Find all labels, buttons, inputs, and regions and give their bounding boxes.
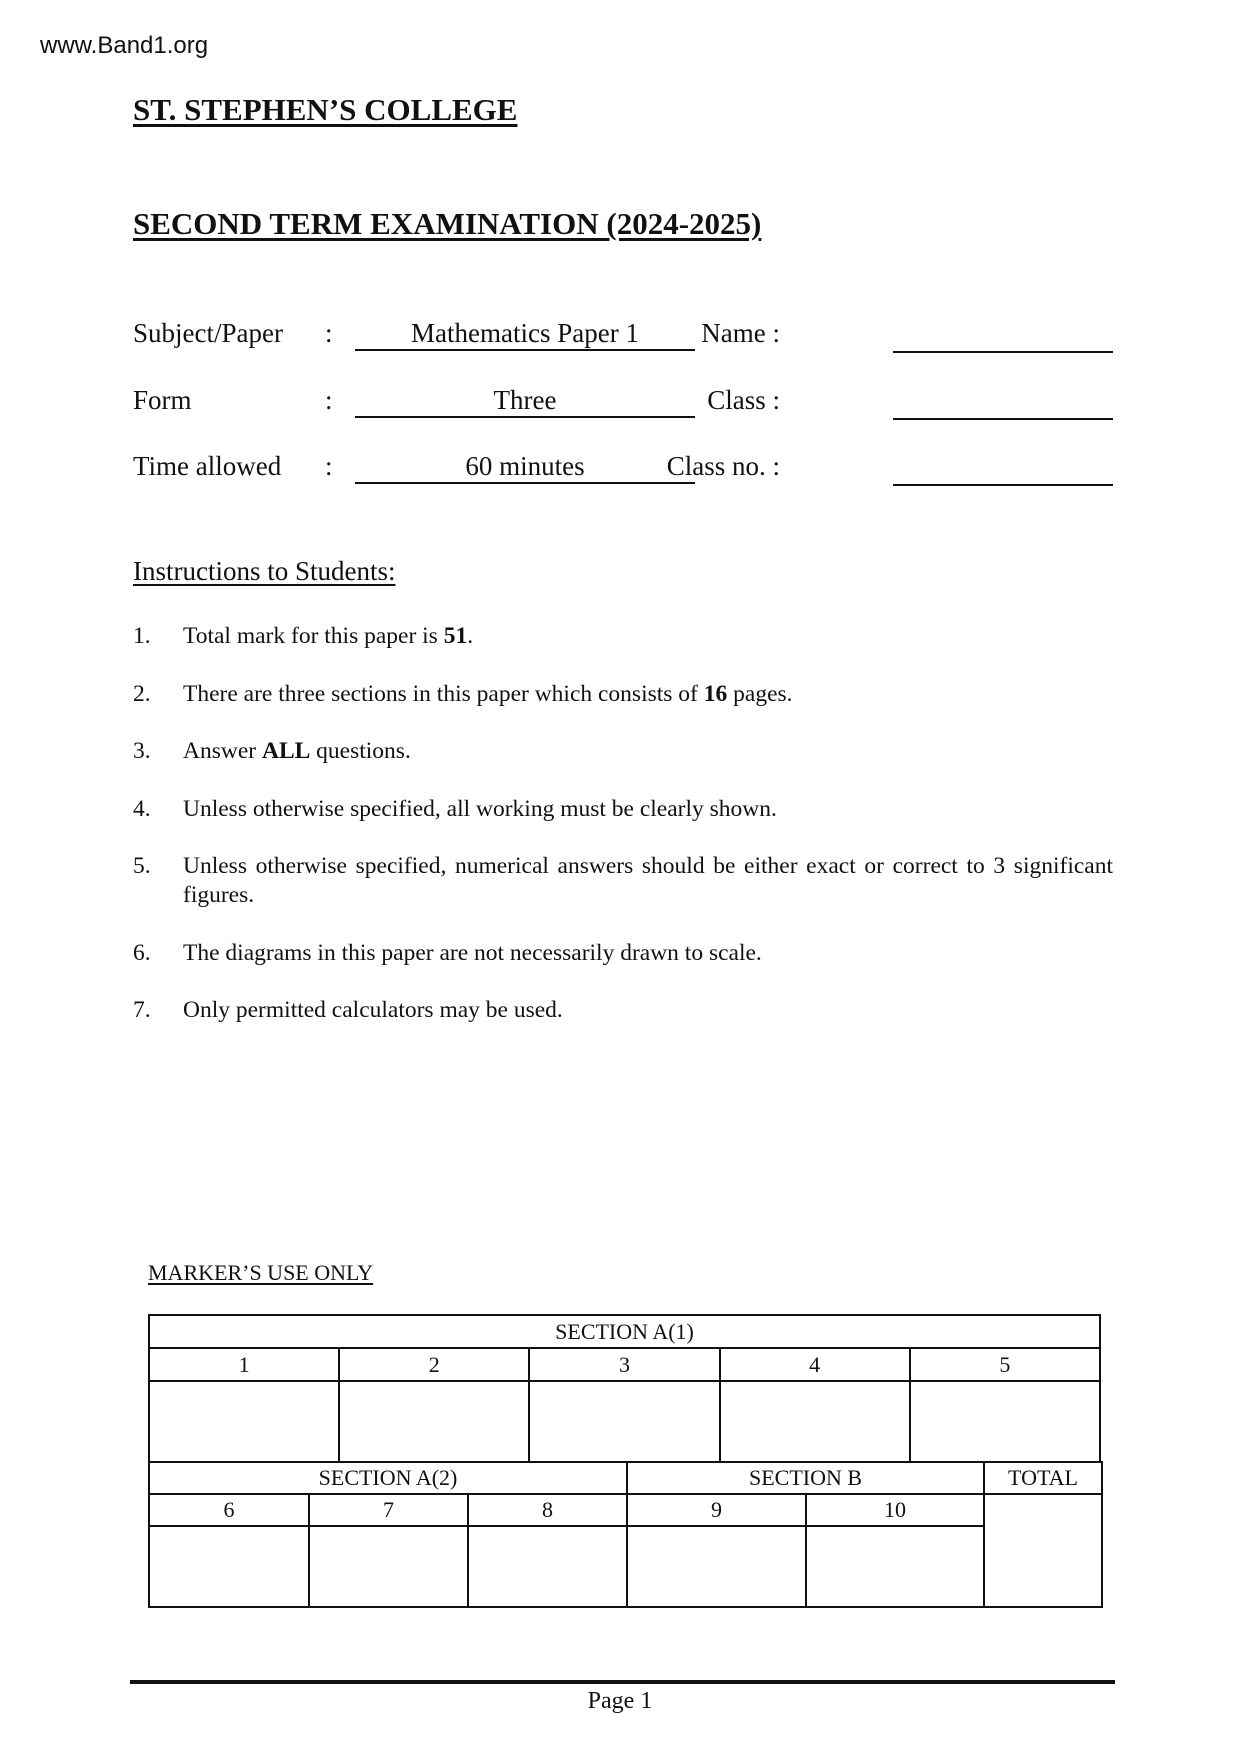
question-number: 5 xyxy=(910,1348,1100,1381)
class-no-field[interactable] xyxy=(893,453,1113,486)
mark-cell[interactable] xyxy=(339,1381,529,1462)
instruction-text: Answer ALL questions. xyxy=(183,738,411,764)
marker-table-a1 xyxy=(148,1314,1101,1463)
instruction-item xyxy=(133,852,1113,910)
school-name: ST. STEPHEN’S COLLEGE xyxy=(133,92,518,127)
page-number: Page 1 xyxy=(587,1688,653,1714)
question-number: 6 xyxy=(149,1494,309,1526)
instruction-number: 3. xyxy=(133,738,151,764)
mark-cell[interactable] xyxy=(910,1381,1100,1462)
question-number: 9 xyxy=(627,1494,806,1526)
colon: : xyxy=(325,451,333,481)
name-label: Name : xyxy=(701,318,780,348)
marker-use-title: MARKER’S USE ONLY xyxy=(148,1260,374,1285)
class-field[interactable] xyxy=(893,387,1113,420)
instruction-number: 4. xyxy=(133,796,151,822)
instruction-number: 2. xyxy=(133,681,151,707)
total-cell[interactable] xyxy=(984,1494,1102,1607)
mark-cell[interactable] xyxy=(720,1381,910,1462)
instructions-heading: Instructions to Students: xyxy=(133,556,396,586)
instruction-text: Total mark for this paper is 51. xyxy=(183,623,474,649)
watermark: www.Band1.org xyxy=(40,32,209,59)
question-number: 2 xyxy=(339,1348,529,1381)
instruction-number: 6. xyxy=(133,940,151,966)
mark-cell[interactable] xyxy=(468,1526,627,1607)
form-label: Form xyxy=(133,385,192,415)
instruction-item xyxy=(133,622,1113,651)
section-a1-header: SECTION A(1) xyxy=(149,1315,1100,1348)
colon: : xyxy=(325,385,333,415)
mark-cell[interactable] xyxy=(806,1526,984,1607)
name-field[interactable] xyxy=(893,320,1113,353)
subject-label: Subject/Paper xyxy=(133,318,283,348)
question-number: 7 xyxy=(309,1494,468,1526)
instruction-text: Unless otherwise specified, all working must be clearly shown. xyxy=(183,796,777,822)
mark-cell[interactable] xyxy=(309,1526,468,1607)
exam-title: SECOND TERM EXAMINATION (2024-2025) xyxy=(133,206,762,241)
instruction-number: 7. xyxy=(133,997,151,1023)
question-number: 8 xyxy=(468,1494,627,1526)
form-value: Three xyxy=(355,385,695,418)
mark-cell[interactable] xyxy=(627,1526,806,1607)
instruction-number: 1. xyxy=(133,623,151,649)
instruction-item xyxy=(133,939,1113,968)
instruction-text: The diagrams in this paper are not necessarily drawn to scale. xyxy=(183,940,762,966)
instruction-item xyxy=(133,680,1113,709)
total-header: TOTAL xyxy=(984,1462,1102,1494)
mark-cell[interactable] xyxy=(149,1526,309,1607)
section-b-header: SECTION B xyxy=(627,1462,984,1494)
class-label: Class : xyxy=(707,385,780,415)
instruction-number: 5. xyxy=(133,853,151,879)
footer-divider xyxy=(130,1680,1115,1684)
section-a2-header: SECTION A(2) xyxy=(149,1462,627,1494)
marker-table-a2-b xyxy=(148,1461,1103,1608)
time-label: Time allowed xyxy=(133,451,282,481)
mark-cell[interactable] xyxy=(529,1381,719,1462)
time-value: 60 minutes xyxy=(355,451,695,484)
question-number: 1 xyxy=(149,1348,339,1381)
class-no-label: Class no. : xyxy=(666,451,780,481)
instruction-text: Only permitted calculators may be used. xyxy=(183,997,563,1023)
colon: : xyxy=(325,318,333,348)
instruction-text: Unless otherwise specified, numerical answers should be either exact or correct to 3 significant figures. xyxy=(183,853,1113,908)
subject-value: Mathematics Paper 1 xyxy=(355,318,695,351)
mark-cell[interactable] xyxy=(149,1381,339,1462)
question-number: 4 xyxy=(720,1348,910,1381)
question-number: 10 xyxy=(806,1494,984,1526)
question-number: 3 xyxy=(529,1348,719,1381)
instruction-item xyxy=(133,737,1113,766)
instruction-text: There are three sections in this paper which consists of 16 pages. xyxy=(183,681,793,707)
instruction-item xyxy=(133,996,1113,1025)
instruction-item xyxy=(133,795,1113,824)
